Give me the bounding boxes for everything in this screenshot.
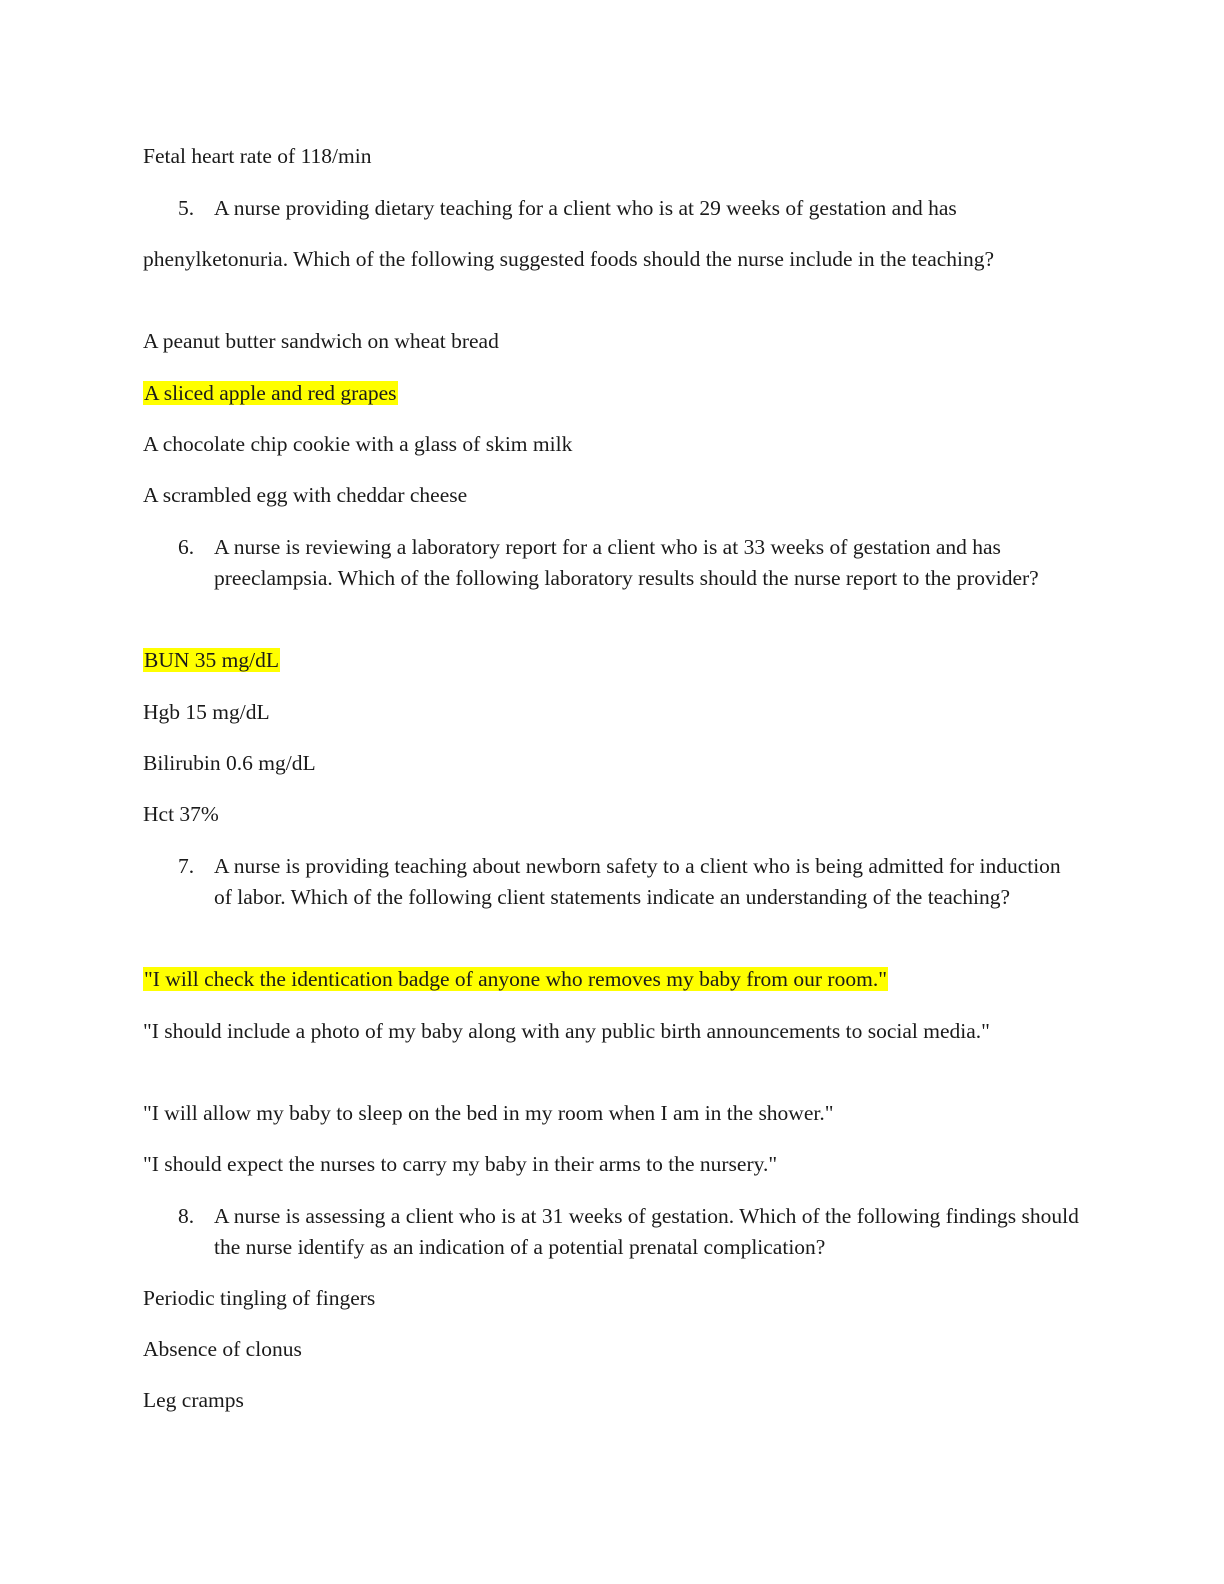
question-stem: A nurse providing dietary teaching for a client who is at 29 weeks of gestation and has xyxy=(214,196,957,220)
question-5 xyxy=(143,193,1083,224)
question-stem: A nurse is providing teaching about newborn safety to a client who is being admitted for induction of labor. Which of the following client statements indicate an understanding of the teaching? xyxy=(214,854,1061,909)
answer-option: Bilirubin 0.6 mg/dL xyxy=(143,751,316,775)
question-6 xyxy=(143,532,1083,594)
highlighted-answer: "I will check the identication badge of anyone who removes my baby from our room." xyxy=(144,967,887,991)
answer-option: A scrambled egg with cheddar cheese xyxy=(143,483,468,507)
answer-option: A peanut butter sandwich on wheat bread xyxy=(143,329,499,353)
answer-option: Hgb 15 mg/dL xyxy=(143,700,270,724)
question-number: 6. xyxy=(178,535,195,559)
question-stem: A nurse is reviewing a laboratory report for a client who is at 33 weeks of gestation and has preeclampsia. Which of the following laboratory results should the nurse report to the provider? xyxy=(214,535,1039,590)
answer-option: Hct 37% xyxy=(143,802,219,826)
question-number: 7. xyxy=(178,854,195,878)
answer-option-highlighted xyxy=(143,964,1083,995)
answer-option: "I should include a photo of my baby along with any public birth announcements to social media." xyxy=(143,1019,990,1043)
answer-option: "I should expect the nurses to carry my baby in their arms to the nursery." xyxy=(143,1152,778,1176)
lead-answer-line: Fetal heart rate of 118/min xyxy=(143,144,372,168)
answer-option-highlighted xyxy=(143,645,1083,676)
question-stem: A nurse is assessing a client who is at 31 weeks of gestation. Which of the following findings should the nurse identify as an indication of a potential prenatal complication? xyxy=(214,1204,1079,1259)
question-number: 8. xyxy=(178,1204,195,1228)
question-8 xyxy=(143,1201,1083,1263)
highlighted-answer: A sliced apple and red grapes xyxy=(144,381,397,405)
answer-option: Periodic tingling of fingers xyxy=(143,1286,376,1310)
answer-option: Absence of clonus xyxy=(143,1337,302,1361)
question-7 xyxy=(143,851,1083,913)
answer-option-highlighted xyxy=(143,378,1083,409)
question-stem-continuation: phenylketonuria. Which of the following suggested foods should the nurse include in the teaching? xyxy=(143,247,995,271)
question-number: 5. xyxy=(178,196,195,220)
answer-option: "I will allow my baby to sleep on the bed in my room when I am in the shower." xyxy=(143,1101,834,1125)
highlighted-answer: BUN 35 mg/dL xyxy=(144,648,279,672)
answer-option: Leg cramps xyxy=(143,1388,244,1412)
answer-option: A chocolate chip cookie with a glass of skim milk xyxy=(143,432,573,456)
